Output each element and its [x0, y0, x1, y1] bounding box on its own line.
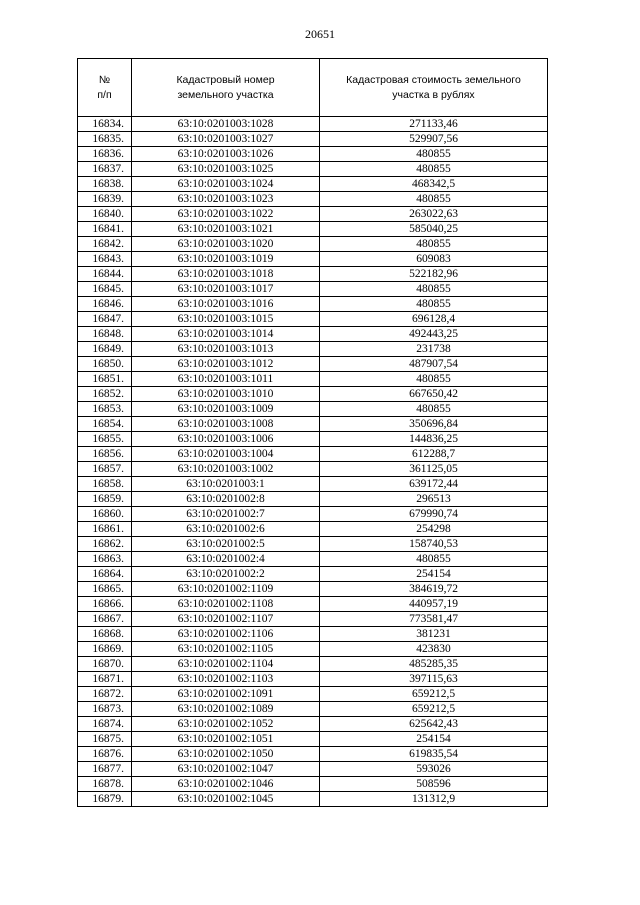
cadastral-value-cell: 158740,53	[320, 537, 548, 552]
cadastral-number-cell: 63:10:0201003:1015	[132, 312, 320, 327]
cadastral-value-cell: 492443,25	[320, 327, 548, 342]
row-number-cell: 16877.	[78, 762, 132, 777]
table-row	[78, 567, 548, 582]
row-number-cell: 16840.	[78, 207, 132, 222]
table-row	[78, 792, 548, 807]
cadastral-value-cell: 667650,42	[320, 387, 548, 402]
cadastral-number-cell: 63:10:0201002:1051	[132, 732, 320, 747]
table-row	[78, 162, 548, 177]
row-number-cell: 16872.	[78, 687, 132, 702]
table-row	[78, 762, 548, 777]
cadastral-number-cell: 63:10:0201003:1024	[132, 177, 320, 192]
table-row	[78, 627, 548, 642]
cadastral-value-cell: 619835,54	[320, 747, 548, 762]
table-row	[78, 702, 548, 717]
cadastral-value-cell: 487907,54	[320, 357, 548, 372]
cadastral-number-cell: 63:10:0201003:1018	[132, 267, 320, 282]
row-number-cell: 16836.	[78, 147, 132, 162]
cadastral-value-cell: 480855	[320, 552, 548, 567]
table-row	[78, 327, 548, 342]
cadastral-value-table	[77, 58, 548, 807]
cadastral-number-cell: 63:10:0201003:1028	[132, 117, 320, 132]
table-row	[78, 522, 548, 537]
table-row	[78, 537, 548, 552]
table-row	[78, 237, 548, 252]
row-number-cell: 16857.	[78, 462, 132, 477]
cadastral-value-cell: 480855	[320, 192, 548, 207]
header-cadastral-value: Кадастровая стоимость земельного участка в рублях	[320, 59, 548, 117]
cadastral-value-cell: 254154	[320, 567, 548, 582]
row-number-cell: 16855.	[78, 432, 132, 447]
cadastral-value-cell: 659212,5	[320, 687, 548, 702]
cadastral-number-cell: 63:10:0201003:1002	[132, 462, 320, 477]
cadastral-number-cell: 63:10:0201003:1008	[132, 417, 320, 432]
cadastral-value-cell: 263022,63	[320, 207, 548, 222]
cadastral-number-cell: 63:10:0201002:1108	[132, 597, 320, 612]
table-row	[78, 657, 548, 672]
row-number-cell: 16875.	[78, 732, 132, 747]
cadastral-number-cell: 63:10:0201003:1010	[132, 387, 320, 402]
row-number-cell: 16856.	[78, 447, 132, 462]
cadastral-number-cell: 63:10:0201003:1013	[132, 342, 320, 357]
table-row	[78, 687, 548, 702]
table-row	[78, 402, 548, 417]
header-cadastral-number: Кадастровый номер земельного участка	[132, 59, 320, 117]
cadastral-value-cell: 480855	[320, 372, 548, 387]
row-number-cell: 16838.	[78, 177, 132, 192]
table-row	[78, 267, 548, 282]
cadastral-value-cell: 625642,43	[320, 717, 548, 732]
cadastral-number-cell: 63:10:0201003:1023	[132, 192, 320, 207]
table-row	[78, 342, 548, 357]
table-row	[78, 492, 548, 507]
row-number-cell: 16876.	[78, 747, 132, 762]
table-row	[78, 462, 548, 477]
table-row	[78, 117, 548, 132]
row-number-cell: 16869.	[78, 642, 132, 657]
cadastral-number-cell: 63:10:0201003:1022	[132, 207, 320, 222]
cadastral-number-cell: 63:10:0201002:1045	[132, 792, 320, 807]
table-row	[78, 432, 548, 447]
cadastral-number-cell: 63:10:0201002:1105	[132, 642, 320, 657]
row-number-cell: 16853.	[78, 402, 132, 417]
table-row	[78, 447, 548, 462]
table-row	[78, 732, 548, 747]
cadastral-number-cell: 63:10:0201003:1025	[132, 162, 320, 177]
cadastral-number-cell: 63:10:0201003:1027	[132, 132, 320, 147]
table-row	[78, 297, 548, 312]
row-number-cell: 16850.	[78, 357, 132, 372]
cadastral-value-cell: 397115,63	[320, 672, 548, 687]
table-row	[78, 747, 548, 762]
cadastral-value-cell: 585040,25	[320, 222, 548, 237]
cadastral-value-cell: 271133,46	[320, 117, 548, 132]
table-row	[78, 672, 548, 687]
row-number-cell: 16866.	[78, 597, 132, 612]
cadastral-number-cell: 63:10:0201002:5	[132, 537, 320, 552]
cadastral-value-cell: 384619,72	[320, 582, 548, 597]
row-number-cell: 16843.	[78, 252, 132, 267]
cadastral-value-cell: 593026	[320, 762, 548, 777]
cadastral-value-cell: 480855	[320, 297, 548, 312]
table-row	[78, 222, 548, 237]
cadastral-number-cell: 63:10:0201003:1012	[132, 357, 320, 372]
table-row	[78, 147, 548, 162]
cadastral-value-cell: 468342,5	[320, 177, 548, 192]
cadastral-number-cell: 63:10:0201002:8	[132, 492, 320, 507]
table-row	[78, 252, 548, 267]
row-number-cell: 16847.	[78, 312, 132, 327]
cadastral-value-cell: 773581,47	[320, 612, 548, 627]
table-body	[78, 117, 548, 807]
row-number-cell: 16837.	[78, 162, 132, 177]
row-number-cell: 16879.	[78, 792, 132, 807]
row-number-cell: 16861.	[78, 522, 132, 537]
row-number-cell: 16868.	[78, 627, 132, 642]
row-number-cell: 16870.	[78, 657, 132, 672]
cadastral-value-cell: 679990,74	[320, 507, 548, 522]
cadastral-number-cell: 63:10:0201002:1104	[132, 657, 320, 672]
table-row	[78, 387, 548, 402]
cadastral-number-cell: 63:10:0201003:1011	[132, 372, 320, 387]
row-number-cell: 16854.	[78, 417, 132, 432]
table-row	[78, 372, 548, 387]
table-row	[78, 207, 548, 222]
cadastral-number-cell: 63:10:0201003:1	[132, 477, 320, 492]
cadastral-value-cell: 480855	[320, 282, 548, 297]
cadastral-value-cell: 609083	[320, 252, 548, 267]
row-number-cell: 16846.	[78, 297, 132, 312]
row-number-cell: 16865.	[78, 582, 132, 597]
cadastral-number-cell: 63:10:0201003:1014	[132, 327, 320, 342]
cadastral-value-cell: 480855	[320, 237, 548, 252]
row-number-cell: 16873.	[78, 702, 132, 717]
cadastral-value-cell: 485285,35	[320, 657, 548, 672]
cadastral-number-cell: 63:10:0201002:1050	[132, 747, 320, 762]
cadastral-value-cell: 423830	[320, 642, 548, 657]
table-row	[78, 477, 548, 492]
row-number-cell: 16859.	[78, 492, 132, 507]
cadastral-value-cell: 659212,5	[320, 702, 548, 717]
row-number-cell: 16848.	[78, 327, 132, 342]
table-row	[78, 507, 548, 522]
cadastral-number-cell: 63:10:0201003:1004	[132, 447, 320, 462]
cadastral-value-cell: 144836,25	[320, 432, 548, 447]
page-number: 20651	[305, 27, 335, 41]
cadastral-number-cell: 63:10:0201002:1103	[132, 672, 320, 687]
row-number-cell: 16862.	[78, 537, 132, 552]
cadastral-number-cell: 63:10:0201002:1046	[132, 777, 320, 792]
row-number-cell: 16834.	[78, 117, 132, 132]
cadastral-value-cell: 508596	[320, 777, 548, 792]
cadastral-number-cell: 63:10:0201003:1020	[132, 237, 320, 252]
table-row	[78, 177, 548, 192]
cadastral-value-cell: 440957,19	[320, 597, 548, 612]
row-number-cell: 16852.	[78, 387, 132, 402]
row-number-cell: 16842.	[78, 237, 132, 252]
table-row	[78, 282, 548, 297]
cadastral-number-cell: 63:10:0201003:1021	[132, 222, 320, 237]
cadastral-number-cell: 63:10:0201002:7	[132, 507, 320, 522]
cadastral-value-cell: 522182,96	[320, 267, 548, 282]
table-row	[78, 312, 548, 327]
table-row	[78, 132, 548, 147]
cadastral-number-cell: 63:10:0201003:1017	[132, 282, 320, 297]
cadastral-number-cell: 63:10:0201002:2	[132, 567, 320, 582]
cadastral-value-cell: 529907,56	[320, 132, 548, 147]
cadastral-number-cell: 63:10:0201003:1026	[132, 147, 320, 162]
table-row	[78, 597, 548, 612]
row-number-cell: 16863.	[78, 552, 132, 567]
cadastral-value-cell: 254154	[320, 732, 548, 747]
table-row	[78, 642, 548, 657]
row-number-cell: 16845.	[78, 282, 132, 297]
cadastral-number-cell: 63:10:0201002:1106	[132, 627, 320, 642]
table-row	[78, 612, 548, 627]
cadastral-value-cell: 612288,7	[320, 447, 548, 462]
table-row	[78, 777, 548, 792]
table-row	[78, 717, 548, 732]
cadastral-number-cell: 63:10:0201002:1091	[132, 687, 320, 702]
row-number-cell: 16844.	[78, 267, 132, 282]
row-number-cell: 16835.	[78, 132, 132, 147]
row-number-cell: 16858.	[78, 477, 132, 492]
row-number-cell: 16860.	[78, 507, 132, 522]
cadastral-number-cell: 63:10:0201002:1089	[132, 702, 320, 717]
table-row	[78, 552, 548, 567]
cadastral-value-cell: 381231	[320, 627, 548, 642]
row-number-cell: 16851.	[78, 372, 132, 387]
cadastral-value-cell: 639172,44	[320, 477, 548, 492]
cadastral-value-cell: 361125,05	[320, 462, 548, 477]
row-number-cell: 16841.	[78, 222, 132, 237]
cadastral-value-cell: 696128,4	[320, 312, 548, 327]
cadastral-number-cell: 63:10:0201003:1006	[132, 432, 320, 447]
row-number-cell: 16867.	[78, 612, 132, 627]
cadastral-value-cell: 480855	[320, 162, 548, 177]
cadastral-number-cell: 63:10:0201002:4	[132, 552, 320, 567]
header-row-number: № п/п	[78, 59, 132, 117]
cadastral-number-cell: 63:10:0201002:1109	[132, 582, 320, 597]
row-number-cell: 16874.	[78, 717, 132, 732]
cadastral-number-cell: 63:10:0201003:1016	[132, 297, 320, 312]
table-header-row	[78, 59, 548, 117]
row-number-cell: 16839.	[78, 192, 132, 207]
row-number-cell: 16864.	[78, 567, 132, 582]
table-row	[78, 192, 548, 207]
cadastral-value-cell: 480855	[320, 147, 548, 162]
cadastral-number-cell: 63:10:0201003:1009	[132, 402, 320, 417]
cadastral-value-cell: 231738	[320, 342, 548, 357]
cadastral-value-cell: 254298	[320, 522, 548, 537]
cadastral-value-cell: 350696,84	[320, 417, 548, 432]
cadastral-number-cell: 63:10:0201003:1019	[132, 252, 320, 267]
table-row	[78, 582, 548, 597]
row-number-cell: 16871.	[78, 672, 132, 687]
cadastral-number-cell: 63:10:0201002:1047	[132, 762, 320, 777]
cadastral-value-cell: 296513	[320, 492, 548, 507]
cadastral-value-cell: 480855	[320, 402, 548, 417]
cadastral-number-cell: 63:10:0201002:1052	[132, 717, 320, 732]
table-row	[78, 417, 548, 432]
row-number-cell: 16878.	[78, 777, 132, 792]
cadastral-number-cell: 63:10:0201002:6	[132, 522, 320, 537]
row-number-cell: 16849.	[78, 342, 132, 357]
table-row	[78, 357, 548, 372]
cadastral-value-cell: 131312,9	[320, 792, 548, 807]
cadastral-number-cell: 63:10:0201002:1107	[132, 612, 320, 627]
